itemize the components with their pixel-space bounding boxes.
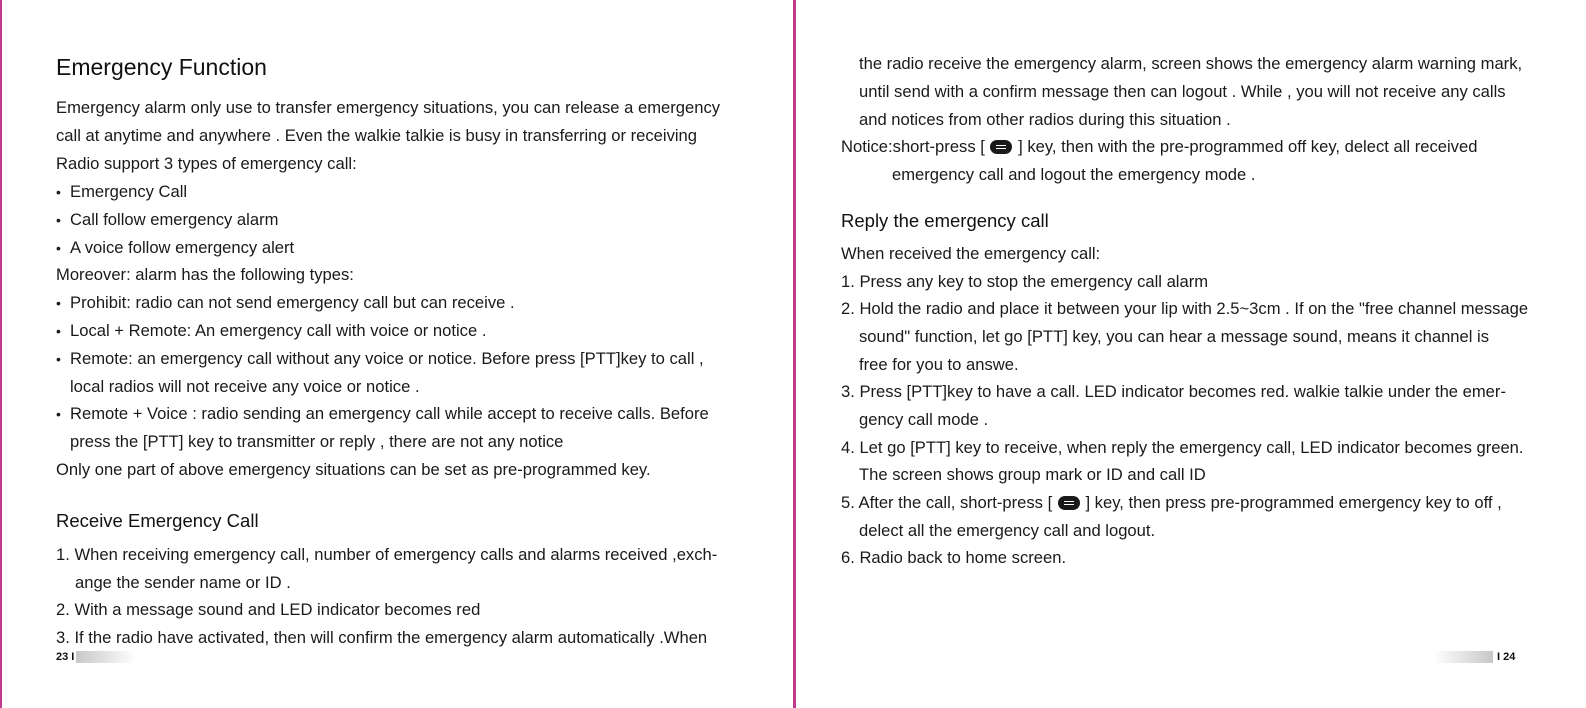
- receive-step: 1. When receiving emergency call, number of emergency calls and alarms received ,exch-: [56, 545, 718, 564]
- reply-step: 6. Radio back to home screen.: [841, 548, 1067, 567]
- notice-line: [841, 137, 1477, 157]
- notice-line-cont: emergency call and logout the emergency mode .: [892, 165, 1256, 184]
- menu-key-icon: [1058, 496, 1080, 510]
- receive-step: 2. With a message sound and LED indicator becomes red: [56, 600, 481, 619]
- bullet-dot: •: [56, 212, 61, 228]
- reply-step: 4. Let go [PTT] key to receive, when reply the emergency call, LED indicator becomes green.: [841, 438, 1524, 457]
- page-number: I 24: [1497, 651, 1516, 663]
- bullet-dot: •: [56, 295, 61, 311]
- alarm-type-item: Remote: an emergency call without any voice or notice. Before press [PTT]key to call ,: [70, 349, 704, 368]
- call-type-item: A voice follow emergency alert: [70, 238, 295, 257]
- reply-step: [841, 493, 1502, 513]
- section-heading: Receive Emergency Call: [56, 510, 259, 531]
- alarm-type-item-cont: press the [PTT] key to transmitter or reply , there are not any notice: [70, 432, 564, 451]
- alarm-type-item: Prohibit: radio can not send emergency call but can receive .: [70, 293, 515, 312]
- bullet-dot: •: [56, 240, 61, 256]
- reply-step: 1. Press any key to stop the emergency call alarm: [841, 272, 1209, 291]
- intro-line: Emergency alarm only use to transfer emergency situations, you can release a emergency: [56, 98, 721, 117]
- intro-line: Radio support 3 types of emergency call:: [56, 154, 357, 173]
- page-number-bar: [1433, 651, 1493, 663]
- notice-suffix: ] key, then with the pre-programmed off key, delect all received: [1018, 137, 1478, 156]
- receive-step-cont: ange the sender name or ID .: [75, 573, 291, 592]
- reply-step-cont: delect all the emergency call and logout.: [859, 521, 1156, 540]
- call-type-item: Emergency Call: [70, 182, 188, 201]
- step5-prefix: 5. After the call, short-press [: [841, 493, 1053, 512]
- reply-step-cont: The screen shows group mark or ID and call ID: [859, 465, 1206, 484]
- reply-step-cont: gency call mode .: [859, 410, 989, 429]
- moreover-line: Moreover: alarm has the following types:: [56, 265, 354, 284]
- reply-step: 2. Hold the radio and place it between your lip with 2.5~3cm . If on the "free channel message: [841, 299, 1529, 318]
- alarm-type-item-cont: local radios will not receive any voice or notice .: [70, 377, 420, 396]
- bullet-dot: •: [56, 184, 61, 200]
- menu-key-icon: [990, 140, 1012, 154]
- alarm-type-item: Remote + Voice : radio sending an emergency call while accept to receive calls. Before: [70, 404, 709, 423]
- only-one-line: Only one part of above emergency situations can be set as pre-programmed key.: [56, 460, 651, 479]
- page-title: Emergency Function: [56, 54, 267, 80]
- receive-step: 3. If the radio have activated, then will confirm the emergency alarm automatically .When: [56, 628, 708, 647]
- reply-step-cont: sound" function, let go [PTT] key, you can hear a message sound, means it channel is: [859, 327, 1490, 346]
- step5-suffix: ] key, then press pre-programmed emergency key to off ,: [1085, 493, 1502, 512]
- call-type-item: Call follow emergency alarm: [70, 210, 279, 229]
- bullet-dot: •: [56, 406, 61, 422]
- reply-step-cont: free for you to answe.: [859, 355, 1019, 374]
- reply-intro: When received the emergency call:: [841, 244, 1101, 263]
- bullet-dot: •: [56, 351, 61, 367]
- continued-line: until send with a confirm message then can logout . While , you will not receive any calls: [859, 82, 1506, 101]
- intro-line: call at anytime and anywhere . Even the walkie talkie is busy in transferring or receiving: [56, 126, 698, 145]
- notice-prefix: Notice:short-press [: [841, 137, 985, 156]
- reply-step: 3. Press [PTT]key to have a call. LED indicator becomes red. walkie talkie under the emer-: [841, 382, 1506, 401]
- section-heading: Reply the emergency call: [841, 210, 1049, 231]
- continued-line: and notices from other radios during this situation .: [859, 110, 1231, 129]
- right-page: [797, 0, 1586, 708]
- alarm-type-item: Local + Remote: An emergency call with voice or notice .: [70, 321, 487, 340]
- continued-line: the radio receive the emergency alarm, screen shows the emergency alarm warning mark,: [859, 54, 1523, 73]
- bullet-dot: •: [56, 323, 61, 339]
- page-number-bar: [76, 651, 136, 663]
- page-number: 23 I: [56, 651, 75, 663]
